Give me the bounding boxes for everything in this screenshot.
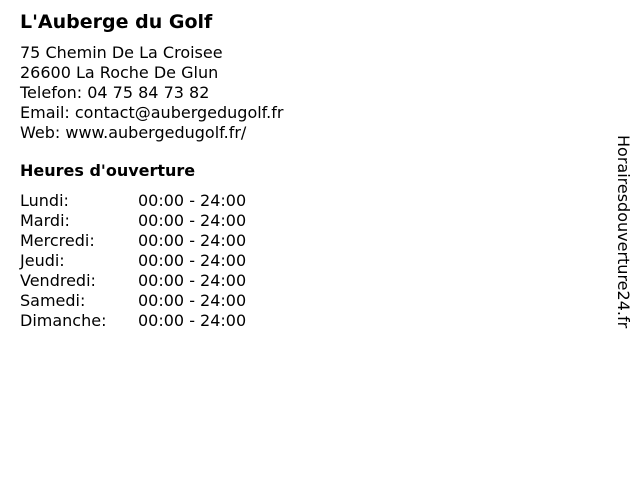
- day-label: Vendredi:: [20, 271, 96, 290]
- contact-block: [20, 43, 580, 143]
- time-range: 00:00 - 24:00: [138, 251, 247, 270]
- time-range: 00:00 - 24:00: [138, 311, 247, 330]
- hours-row-sunday: [20, 311, 580, 331]
- business-card: [20, 10, 580, 331]
- day-label: Lundi:: [20, 191, 69, 210]
- time-range: 00:00 - 24:00: [138, 231, 247, 250]
- hours-row-saturday: [20, 291, 580, 311]
- time-range: 00:00 - 24:00: [138, 211, 247, 230]
- opening-hours-table: [20, 191, 580, 331]
- time-range: 00:00 - 24:00: [138, 291, 247, 310]
- email-line[interactable]: Email: contact@aubergedugolf.fr: [20, 103, 284, 122]
- hours-row-tuesday: [20, 211, 580, 231]
- phone-line[interactable]: Telefon: 04 75 84 73 82: [20, 83, 210, 102]
- site-watermark: Horairesdouverture24.fr: [614, 135, 633, 329]
- hours-row-monday: [20, 191, 580, 211]
- address-line-1: 75 Chemin De La Croisee: [20, 43, 223, 62]
- time-range: 00:00 - 24:00: [138, 271, 247, 290]
- day-label: Dimanche:: [20, 311, 107, 330]
- day-label: Mercredi:: [20, 231, 95, 250]
- day-label: Jeudi:: [20, 251, 65, 270]
- day-label: Samedi:: [20, 291, 86, 310]
- time-range: 00:00 - 24:00: [138, 191, 247, 210]
- address-line-2: 26600 La Roche De Glun: [20, 63, 219, 82]
- opening-hours-heading: Heures d'ouverture: [20, 161, 196, 180]
- day-label: Mardi:: [20, 211, 70, 230]
- hours-row-wednesday: [20, 231, 580, 251]
- hours-row-friday: [20, 271, 580, 291]
- hours-row-thursday: [20, 251, 580, 271]
- business-name: L'Auberge du Golf: [20, 11, 213, 33]
- website-line[interactable]: Web: www.aubergedugolf.fr/: [20, 123, 247, 142]
